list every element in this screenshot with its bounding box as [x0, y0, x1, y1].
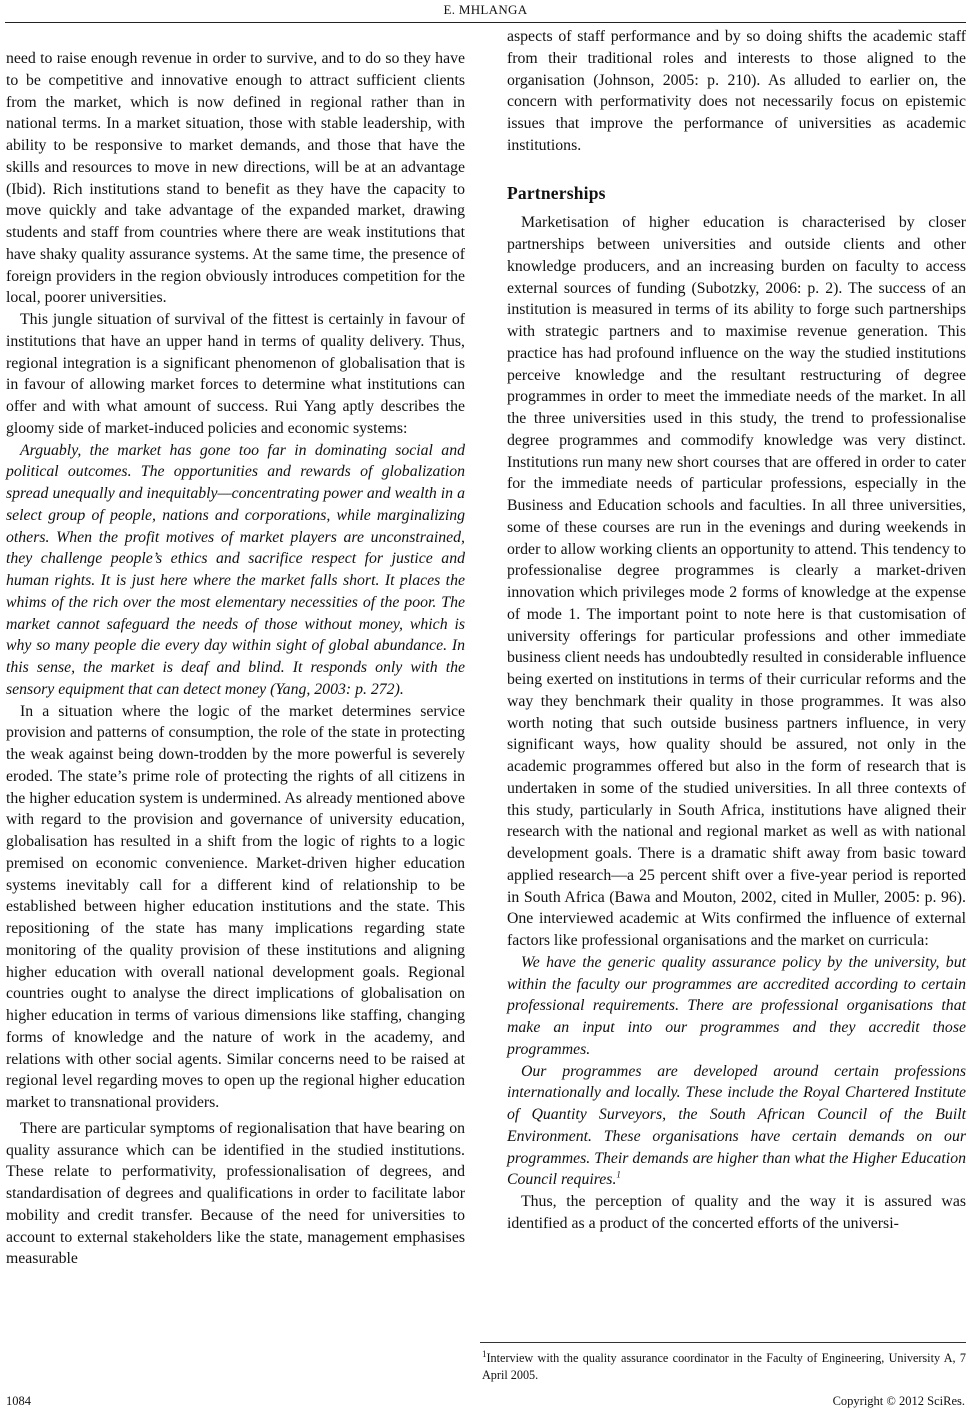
- copyright-notice: Copyright © 2012 SciRes.: [832, 1394, 965, 1408]
- footnote-number: 1: [482, 1348, 487, 1359]
- left-paragraph-4: There are particular symptoms of regionalisation that have bearing on quality assurance which can be identified in the studied institutions. These relate to performativity, professionalisation of degrees, and standardisation of degrees and qualifications in order to facilitate labor mobility and credit transfer. Because of the need for universities to account to external stakeholders like the state, management emphasises measurable: [6, 1119, 465, 1268]
- block-quote-interview-2: [507, 1061, 966, 1192]
- left-paragraph-3: In a situation where the logic of the market determines service provision and patterns of consumption, the role of the state in protecting the weak against being down-trodden by the more powerful is severely eroded. The state’s prime role of protecting the rights of all citizens in the higher education system is undermined. As already mentioned above with regard to the provision and governance of university education, globalisation has resulted in a shift from the logic of rights to a logic premised on economic convenience. Market-driven higher education systems inevitably call for a different kind of relationship to be established between higher education institutions and the state. This repositioning of the state has many implications regarding state monitoring of the quality provision of these institutions and aligning higher education with overall national development goals. Regional countries ought to analyse the direct implications of globalisation on higher education in terms of various dimensions like staffing, changing forms of knowledge and the nature of work in the academy, and relations with other social agents. Similar concerns need to be raised at regional level regarding moves to open up the regional higher education market to transnational providers.: [6, 702, 465, 1111]
- header-rule: [5, 22, 966, 23]
- block-quote-yang: Arguably, the market has gone too far in dominating social and political outcomes. The opportunities and rewards of globalization spread unequally and inequitably—concentrating power and wealth in a select group of people, nations and corporations, while marginalizing others. When the profit motives of market players are unconstrained, they challenge people’s ethics and sacrifice respect for justice and human rights. It is just here where the market falls short. It places the whims of the rich over the most elementary necessities of the poor. The market cannot safeguard the needs of those without money, which is why so many people die every day within sight of global abundance. In this sense, the market is deaf and blind. It responds only with the sensory equipment that can detect money (Yang, 2003: p. 272).: [6, 441, 465, 698]
- right-paragraph-2: Marketisation of higher education is characterised by closer partnerships between universities and outside clients and other knowledge producers, and an increasing burden on faculty to access external sources of funding (Subotzky, 2006: p. 2). The success of an institution is measured in terms of its ability to forge such partnerships with strategic partners and to maximise revenue generation. This practice has had profound influence on the way the studied institutions perceive knowledge and the resultant restructuring of degree programmes in order to meet the immediate needs of the market. In all the three universities used in this study, the trend to professionalise degree programmes and commodify knowledge was very distinct. Institutions run many new short courses that are offered in order to cater for the immediate needs of particular professions, especially in the Business and Education schools and faculties. In all three universities, some of these courses are run in the evenings and during weekends in order to allow working clients an opportunity to attend. This tendency to professionalise degree programmes is clearly a market-driven innovation which privileges mode 2 forms of knowledge at the expense of mode 1. The important point to note here is that customisation of university offerings for particular professions and other immediate business client needs has undoubtedly resulted in considerable influence being exerted on institutions in terms of their curricular reforms and the way they benchmark their quality in those programmes. It was also worth noting that such outside business partners influence, in very significant ways, how quality should be assured, not only in the academic programmes offered but also in the form of research that is undertaken in some of the studied universities. In all three contexts of this study, particularly in South Africa, institutions have aligned their research with the national and regional market as well as with national development goals. There is a dramatic shift away from basic toward applied research—a 25 percent shift over a five-year period is reported in South Africa (Bawa and Mouton, 2002, cited in Muller, 2005: p. 96). One interviewed academic at Wits confirmed the influence of external factors like professional organisations and the market on curricula:: [507, 214, 966, 949]
- right-paragraph-3: Thus, the perception of quality and the way it is assured was identified as a product of the concerted efforts of the universi-: [507, 1193, 966, 1232]
- footnote-text: Interview with the quality assurance coordinator in the Faculty of Engineering, University A, 7 April 2005.: [482, 1351, 966, 1382]
- footnote: [482, 1350, 966, 1384]
- left-paragraph-2: This jungle situation of survival of the fittest is certainly in favour of institutions that have an upper hand in terms of quality delivery. Thus, regional integration is a significant phenomenon of globalisation that is in favour of allowing market forces to determine what institutions can offer and with what amount of success. Rui Yang aptly describes the gloomy side of market-induced policies and economic systems:: [6, 311, 465, 437]
- right-paragraph-1: aspects of staff performance and by so doing shifts the academic staff from their traditional roles and interests to those aligned to the organisation (Johnson, 2005: p. 210). As alluded to earlier on, the concern with performativity does not necessarily focus on epistemic issues that improve the performance of universities as academic institutions.: [507, 28, 966, 154]
- block-quote-interview-2-text: Our programmes are developed around certain professions internationally and locally. These include the Royal Chartered Institute of Quantity Surveyors, the South African Council of the Built Environment. These organisations have certain demands on our programmes. Their demands are higher than what the Higher Education Council requires.: [507, 1062, 966, 1189]
- footnote-rule: [480, 1342, 966, 1343]
- section-heading-partnerships: Partnerships: [507, 182, 606, 203]
- page-number: 1084: [6, 1394, 31, 1408]
- block-quote-interview-1: We have the generic quality assurance policy by the university, but within the faculty our programmes are accredited according to certain professional requirements. There are professional organisations that make an input into our programmes and they accredit those programmes.: [507, 953, 966, 1058]
- left-column: [6, 48, 465, 1270]
- right-column: [507, 26, 966, 1235]
- left-paragraph-1: need to raise enough revenue in order to survive, and to do so they have to be competitive and innovative enough to attract sufficient clients from the market, which is now defined in regional rather than in national terms. In a market situation, those with stable leadership, with ability to be responsive to market demands, and those that have the skills and resources to move in new directions, will be at an advantage (Ibid). Rich institutions stand to benefit as they have the capacity to move quickly and take advantage of the expanded market, drawing students and staff from countries where there are weak institutions that have shaky quality assurance systems. At the same time, the presence of foreign providers in the region obviously introduces competition for the local, poorer universities.: [6, 50, 465, 307]
- footnote-marker[interactable]: 1: [616, 1169, 621, 1180]
- running-head: E. MHLANGA: [443, 2, 528, 17]
